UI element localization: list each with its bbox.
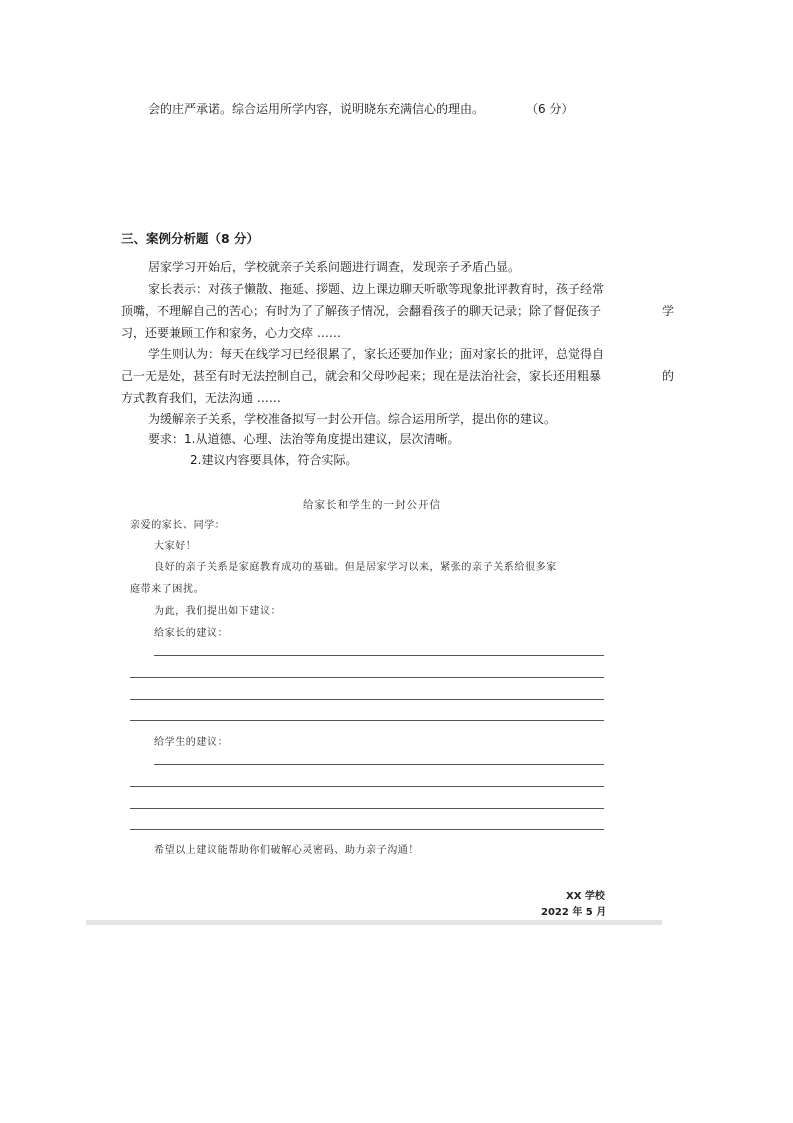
answer-line[interactable] xyxy=(130,829,604,830)
answer-line[interactable] xyxy=(130,699,604,700)
student-view-line-2-tail: 的 xyxy=(662,369,675,383)
answer-line[interactable] xyxy=(154,764,604,765)
letter-body-line-1: 良好的亲子关系是家庭教育成功的基础。但是居家学习以来，紧张的亲子关系给很多家 xyxy=(154,562,557,573)
answer-line[interactable] xyxy=(130,720,604,721)
requirement-1: 要求：1.从道德、心理、法治等角度提出建议，层次清晰。 xyxy=(148,432,460,446)
prev-question-score: （6 分） xyxy=(526,102,574,116)
answer-line[interactable] xyxy=(154,655,604,656)
students-suggestion-label: 给学生的建议： xyxy=(154,737,229,748)
letter-salutation: 亲爱的家长、同学： xyxy=(130,520,226,531)
letter-body-line-2: 庭带来了困扰。 xyxy=(130,584,205,595)
case-intro: 居家学习开始后，学校就亲子关系问题进行调查，发现亲子矛盾凸显。 xyxy=(148,260,521,274)
parent-view-line-1: 家长表示：对孩子懒散、拖延、拶题、边上课边聊天听歌等现象批评教育时，孩子经常 xyxy=(148,282,605,296)
task-text: 为缓解亲子关系，学校准备拟写一封公开信。综合运用所学，提出你的建议。 xyxy=(148,412,557,426)
letter-lead: 为此，我们提出如下建议： xyxy=(154,606,282,617)
letter-closing: 希望以上建议能帮助你们破解心灵密码、助力亲子沟通！ xyxy=(154,845,419,856)
parent-view-line-3: 习，还要兼顾工作和家务，心力交瘁 …… xyxy=(121,326,341,340)
page-divider xyxy=(86,920,662,925)
section-heading: 三、案例分析题（8 分） xyxy=(121,231,260,246)
prev-question-text: 会的庄严承诺。综合运用所学内容，说明晓东充满信心的理由。 xyxy=(148,102,485,116)
signature-date: 2022 年 5 月 xyxy=(541,907,607,918)
parent-view-line-2-tail: 学 xyxy=(662,304,675,318)
answer-line[interactable] xyxy=(130,808,604,809)
answer-line[interactable] xyxy=(130,786,604,787)
parent-view-line-2: 顶嘴，不理解自己的苦心；有时为了了解孩子情况，会翻看孩子的聊天记录；除了督促孩子 xyxy=(121,304,602,318)
answer-line[interactable] xyxy=(130,677,604,678)
letter-greeting: 大家好！ xyxy=(154,541,197,552)
student-view-line-3: 方式教育我们，无法沟通 …… xyxy=(121,391,281,405)
parents-suggestion-label: 给家长的建议： xyxy=(154,628,229,639)
letter-title: 给家长和学生的一封公开信 xyxy=(303,499,441,511)
student-view-line-2: 己一无是处，甚至有时无法控制自己，就会和父母吵起来；现在是法治社会，家长还用粗暴 xyxy=(121,369,602,383)
signature-org: XX 学校 xyxy=(566,891,605,902)
requirement-2: 2.建议内容要具体，符合实际。 xyxy=(190,453,358,467)
student-view-line-1: 学生则认为：每天在线学习已经很累了，家长还要加作业；面对家长的批评，总觉得自 xyxy=(148,347,605,361)
